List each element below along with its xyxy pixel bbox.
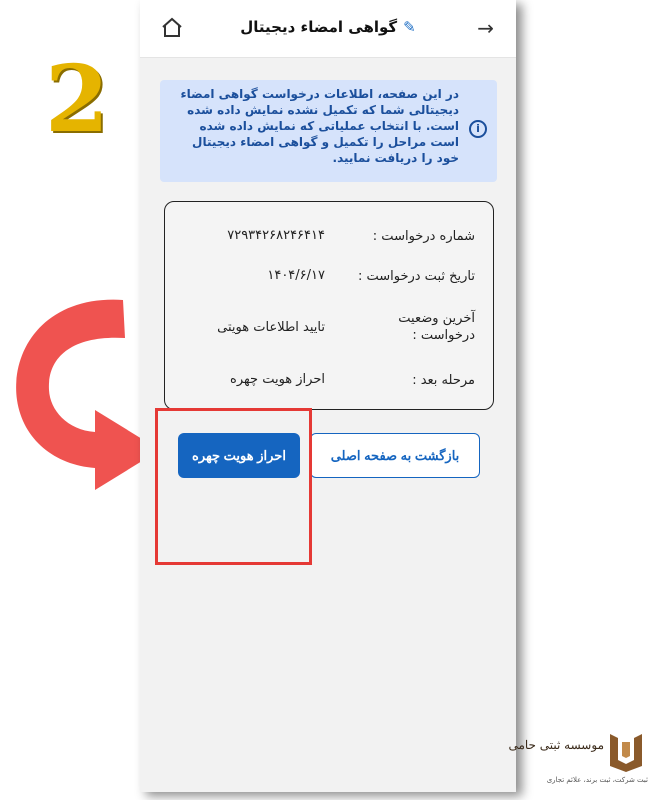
detail-label: مرحله بعد : bbox=[412, 373, 475, 388]
detail-label: آخرین وضعیت درخواست : bbox=[398, 311, 475, 343]
back-to-home-button[interactable]: بازگشت به صفحه اصلی bbox=[310, 433, 480, 478]
detail-value: ۷۲۹۳۴۲۶۸۲۴۶۴۱۴ bbox=[227, 228, 325, 243]
phone-screen bbox=[140, 0, 516, 792]
signature-icon: ✎ bbox=[403, 18, 416, 36]
arrow-right-icon[interactable]: → bbox=[477, 16, 494, 40]
detail-value: احراز هویت چهره bbox=[230, 372, 325, 387]
info-text: در این صفحه، اطلاعات درخواست گواهی امضاء دیجیتالی شما که تکمیل نشده نمایش داده شده است. با انتخاب عملیاتی که نمایش داده شده است مراحل را تکمیل و گواهی امضاء دیجیتال خود را دریافت نمایید. bbox=[180, 87, 459, 165]
detail-label: تاریخ ثبت درخواست : bbox=[357, 269, 475, 284]
logo-name: موسسه ثبتی حامی bbox=[508, 738, 604, 752]
info-banner bbox=[160, 80, 497, 182]
detail-value: تایید اطلاعات هویتی bbox=[217, 320, 325, 335]
request-details-card bbox=[164, 201, 494, 410]
logo-mark-icon bbox=[606, 728, 646, 772]
detail-label: شماره درخواست : bbox=[372, 229, 475, 244]
detail-value: ۱۴۰۴/۶/۱۷ bbox=[267, 268, 325, 283]
app-header bbox=[140, 0, 516, 58]
logo bbox=[500, 726, 648, 790]
logo-tagline: ثبت شرکت، ثبت برند، علائم تجاری bbox=[546, 776, 648, 784]
page-title bbox=[200, 18, 456, 36]
step-number-badge: 2 bbox=[45, 45, 110, 153]
highlight-box bbox=[155, 408, 312, 565]
page-title-text: گواهی امضاء دیجیتال bbox=[240, 18, 398, 36]
info-icon: i bbox=[469, 120, 487, 138]
home-icon[interactable] bbox=[160, 16, 184, 38]
face-verification-button[interactable]: احراز هویت چهره bbox=[178, 433, 300, 478]
